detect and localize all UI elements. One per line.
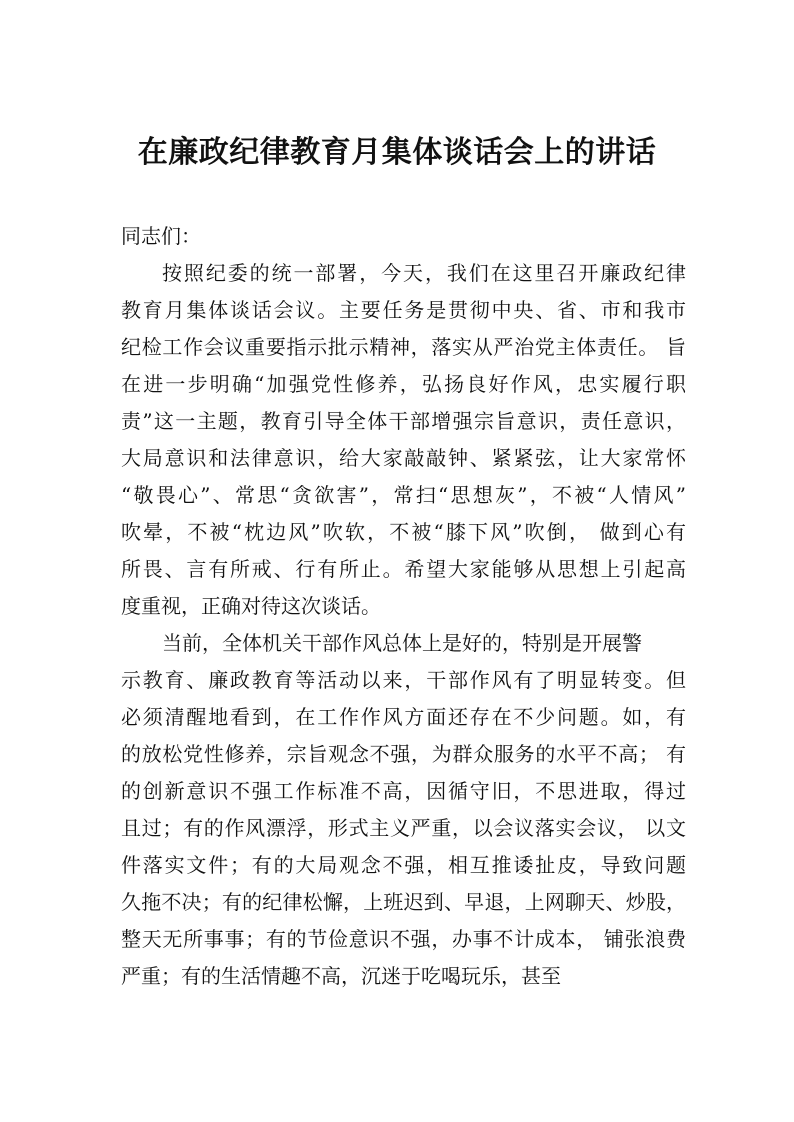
paragraph-1-line-2: 教育月集体谈话会议。主要任务是贯彻中央、省、市和我市 bbox=[121, 298, 686, 322]
paragraph-2-line-5: 的创新意识不强工作标准不高，因循守旧，不思进取，得过 bbox=[121, 779, 686, 803]
paragraph-1-line-5: 责”这一主题，教育引导全体干部增强宗旨意识，责任意识， bbox=[121, 409, 686, 433]
paragraph-2-line-6: 且过；有的作风漂浮，形式主义严重，以会议落实会议， 以文 bbox=[121, 816, 686, 840]
paragraph-2-line-8: 久拖不决；有的纪律松懈，上班迟到、早退，上网聊天、炒股， bbox=[121, 890, 686, 914]
paragraph-1-line-1: 按照纪委的统一部署，今天，我们在这里召开廉政纪律 bbox=[162, 261, 686, 285]
salutation: 同志们： bbox=[121, 224, 201, 248]
paragraph-1-line-8: 吹晕，不被“枕边风”吹软，不被“膝下风”吹倒， 做到心有 bbox=[121, 520, 686, 544]
paragraph-1-line-6: 大局意识和法律意识，给大家敲敲钟、紧紧弦，让大家常怀 bbox=[121, 446, 686, 470]
paragraph-2-line-1: 当前，全体机关干部作风总体上是好的，特别是开展警 bbox=[162, 631, 642, 655]
document-title: 在廉政纪律教育月集体谈话会上的讲话 bbox=[137, 135, 657, 170]
paragraph-1-line-7: “敬畏心”、常思“贪欲害”，常扫“思想灰”，不被“人情风” bbox=[121, 483, 686, 507]
paragraph-1-line-10: 度重视，正确对待这次谈话。 bbox=[121, 594, 381, 618]
paragraph-2-line-4: 的放松党性修养，宗旨观念不强，为群众服务的水平不高； 有 bbox=[121, 742, 686, 766]
paragraph-2-line-9: 整天无所事事；有的节俭意识不强，办事不计成本， 铺张浪费 bbox=[121, 927, 686, 951]
paragraph-2-line-3: 必须清醒地看到，在工作作风方面还存在不少问题。如，有 bbox=[121, 705, 686, 729]
paragraph-2-line-10: 严重；有的生活情趣不高，沉迷于吃喝玩乐，甚至 bbox=[121, 964, 561, 988]
paragraph-2-line-2: 示教育、廉政教育等活动以来，干部作风有了明显转变。但 bbox=[121, 668, 686, 692]
paragraph-2-line-7: 件落实文件；有的大局观念不强，相互推诿扯皮，导致问题 bbox=[121, 853, 686, 877]
paragraph-1-line-3: 纪检工作会议重要指示批示精神，落实从严治党主体责任。 旨 bbox=[121, 335, 686, 359]
paragraph-1-line-4: 在进一步明确“加强党性修养，弘扬良好作风，忠实履行职 bbox=[121, 372, 686, 396]
paragraph-1-line-9: 所畏、言有所戒、行有所止。希望大家能够从思想上引起高 bbox=[121, 557, 686, 581]
